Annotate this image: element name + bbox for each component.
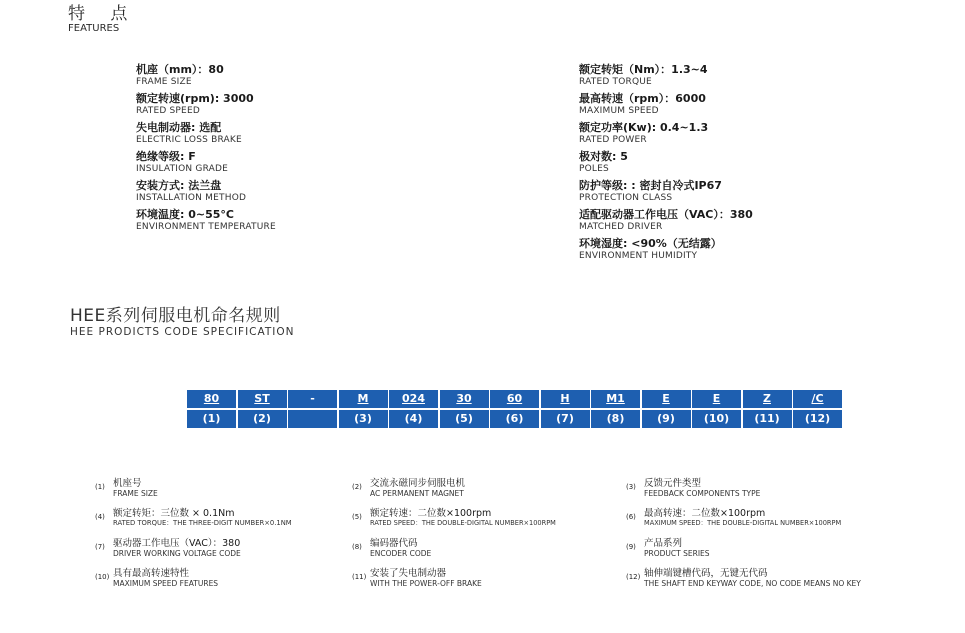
legend-item — [95, 478, 352, 508]
legend-item — [95, 508, 352, 538]
index-cell: (3) — [339, 410, 388, 428]
index-cell: (10) — [692, 410, 741, 428]
legend-cn: 机座号 — [113, 478, 142, 489]
feature-cn: 适配驱动器工作电压（VAC）：380 — [579, 208, 753, 221]
code-cell: 80 — [187, 390, 236, 408]
features-heading — [68, 5, 137, 35]
legend-en: FEEDBACK COMPONENTS TYPE — [644, 489, 761, 498]
legend-cn: 交流永磁同步伺服电机 — [370, 478, 466, 489]
legend-number: (6) — [626, 513, 636, 521]
legend-number: (7) — [95, 543, 105, 551]
feature-item — [579, 237, 909, 262]
legend-en: FRAME SIZE — [113, 489, 158, 498]
legend-en: RATED SPEED：THE DOUBLE-DIGITAL NUMBER×100RPM — [370, 519, 556, 527]
code-cell: 60 — [490, 390, 539, 408]
code-cell: H — [541, 390, 590, 408]
feature-en: RATED TORQUE — [579, 77, 652, 87]
code-cell: - — [288, 390, 337, 408]
feature-item — [579, 208, 909, 233]
code-cell: ST — [238, 390, 287, 408]
index-row — [187, 410, 844, 428]
spec-title-cn: HEE系列伺服电机命名规则 — [70, 306, 281, 326]
legend-en: WITH THE POWER-OFF BRAKE — [370, 579, 482, 588]
legend-number: (4) — [95, 513, 105, 521]
feature-item — [579, 150, 909, 175]
legend-number: (9) — [626, 543, 636, 551]
legend-en: AC PERMANENT MAGNET — [370, 489, 464, 498]
legend-item — [352, 478, 626, 508]
legend-en: ENCODER CODE — [370, 549, 432, 558]
feature-en: POLES — [579, 164, 609, 174]
legend-number: (1) — [95, 483, 105, 491]
feature-en: INSULATION GRADE — [136, 164, 229, 174]
legend-en: RATED TORQUE：THE THREE-DIGIT NUMBER×0.1NM — [113, 519, 292, 527]
index-cell: (1) — [187, 410, 236, 428]
legend-number: (11) — [352, 573, 367, 581]
features-title-cn: 特 点 — [68, 4, 138, 24]
legend-number: (12) — [626, 573, 641, 581]
legend-row — [95, 538, 955, 568]
feature-cn: 安装方式: 法兰盘 — [136, 179, 222, 192]
feature-cn: 环境温度: 0~55°C — [136, 208, 234, 221]
legend-row — [95, 508, 955, 538]
feature-en: INSTALLATION METHOD — [136, 193, 247, 203]
feature-item — [136, 92, 466, 117]
legend-cn: 驱动器工作电压（VAC）：380 — [113, 538, 241, 549]
index-cell: (9) — [642, 410, 691, 428]
index-cell: (2) — [238, 410, 287, 428]
feature-cn: 额定转矩（Nm）：1.3~4 — [579, 63, 708, 76]
feature-item — [136, 63, 466, 88]
feature-en: MAXIMUM SPEED — [579, 106, 659, 116]
feature-cn: 失电制动器: 选配 — [136, 121, 222, 134]
feature-cn: 额定功率(Kw): 0.4~1.3 — [579, 121, 709, 134]
legend-item — [95, 568, 352, 598]
legend-cn: 安装了失电制动器 — [370, 568, 447, 579]
legend-item — [626, 538, 906, 568]
feature-en: FRAME SIZE — [136, 77, 192, 87]
feature-item — [579, 121, 909, 146]
feature-en: ENVIRONMENT TEMPERATURE — [136, 222, 276, 232]
legend-en: DRIVER WORKING VOLTAGE CODE — [113, 549, 241, 558]
legend-row — [95, 568, 955, 598]
code-cell: 024 — [389, 390, 438, 408]
feature-item — [136, 121, 466, 146]
feature-cn: 额定转速(rpm): 3000 — [136, 92, 254, 105]
legend-cn: 额定转矩：三位数 × 0.1Nm — [113, 508, 235, 519]
code-table — [187, 390, 844, 428]
feature-en: ELECTRIC LOSS BRAKE — [136, 135, 242, 145]
feature-cn: 极对数: 5 — [579, 150, 628, 163]
legend-en: MAXIMUM SPEED：THE DOUBLE-DIGITAL NUMBER×100RPM — [644, 519, 842, 527]
legend-en: MAXIMUM SPEED FEATURES — [113, 579, 219, 588]
feature-item — [136, 208, 466, 233]
legend-number: (3) — [626, 483, 636, 491]
features-left-column — [136, 63, 466, 237]
feature-en: RATED POWER — [579, 135, 647, 145]
legend-cn: 最高转速：二位数×100rpm — [644, 508, 766, 519]
index-cell: (4) — [389, 410, 438, 428]
legend-item — [626, 508, 906, 538]
code-legend — [95, 478, 955, 598]
index-cell: (7) — [541, 410, 590, 428]
legend-number: (10) — [95, 573, 110, 581]
feature-item — [136, 179, 466, 204]
index-cell: (11) — [743, 410, 792, 428]
index-cell — [288, 410, 337, 428]
legend-cn: 编码器代码 — [370, 538, 418, 549]
index-cell: (6) — [490, 410, 539, 428]
code-cell: M — [339, 390, 388, 408]
features-right-column — [579, 63, 909, 266]
code-cell: 30 — [440, 390, 489, 408]
code-cell: Z — [743, 390, 792, 408]
index-cell: (12) — [793, 410, 842, 428]
feature-item — [579, 179, 909, 204]
spec-title-en: HEE PRODICTS CODE SPECIFICATION — [70, 326, 295, 338]
feature-en: MATCHED DRIVER — [579, 222, 663, 232]
feature-item — [579, 63, 909, 88]
feature-item — [579, 92, 909, 117]
feature-en: RATED SPEED — [136, 106, 200, 116]
code-cell: E — [642, 390, 691, 408]
legend-number: (8) — [352, 543, 362, 551]
legend-item — [352, 538, 626, 568]
features-title-en: FEATURES — [68, 23, 120, 34]
feature-item — [136, 150, 466, 175]
legend-item — [352, 508, 626, 538]
legend-item — [626, 568, 906, 598]
feature-cn: 防护等级: : 密封自冷式IP67 — [579, 179, 722, 192]
legend-cn: 产品系列 — [644, 538, 683, 549]
code-cell: /C — [793, 390, 842, 408]
legend-number: (5) — [352, 513, 362, 521]
spec-heading — [70, 306, 295, 338]
legend-cn: 额定转速：二位数×100rpm — [370, 508, 492, 519]
legend-row — [95, 478, 955, 508]
feature-cn: 绝缘等级: F — [136, 150, 196, 163]
code-row — [187, 390, 844, 408]
feature-cn: 环境湿度: <90%（无结露） — [579, 237, 722, 250]
feature-en: ENVIRONMENT HUMIDITY — [579, 251, 698, 261]
legend-en: PRODUCT SERIES — [644, 549, 710, 558]
index-cell: (8) — [591, 410, 640, 428]
legend-number: (2) — [352, 483, 362, 491]
code-cell: E — [692, 390, 741, 408]
feature-en: PROTECTION CLASS — [579, 193, 673, 203]
legend-item — [626, 478, 906, 508]
legend-cn: 轴伸端键槽代码，无键无代码 — [644, 568, 768, 579]
feature-cn: 机座（mm）：80 — [136, 63, 224, 76]
legend-en: THE SHAFT END KEYWAY CODE, NO CODE MEANS NO KEY — [644, 579, 861, 588]
legend-cn: 反馈元件类型 — [644, 478, 702, 489]
legend-cn: 具有最高转速特性 — [113, 568, 190, 579]
code-cell: M1 — [591, 390, 640, 408]
feature-cn: 最高转速（rpm）：6000 — [579, 92, 706, 105]
index-cell: (5) — [440, 410, 489, 428]
legend-item — [95, 538, 352, 568]
legend-item — [352, 568, 626, 598]
